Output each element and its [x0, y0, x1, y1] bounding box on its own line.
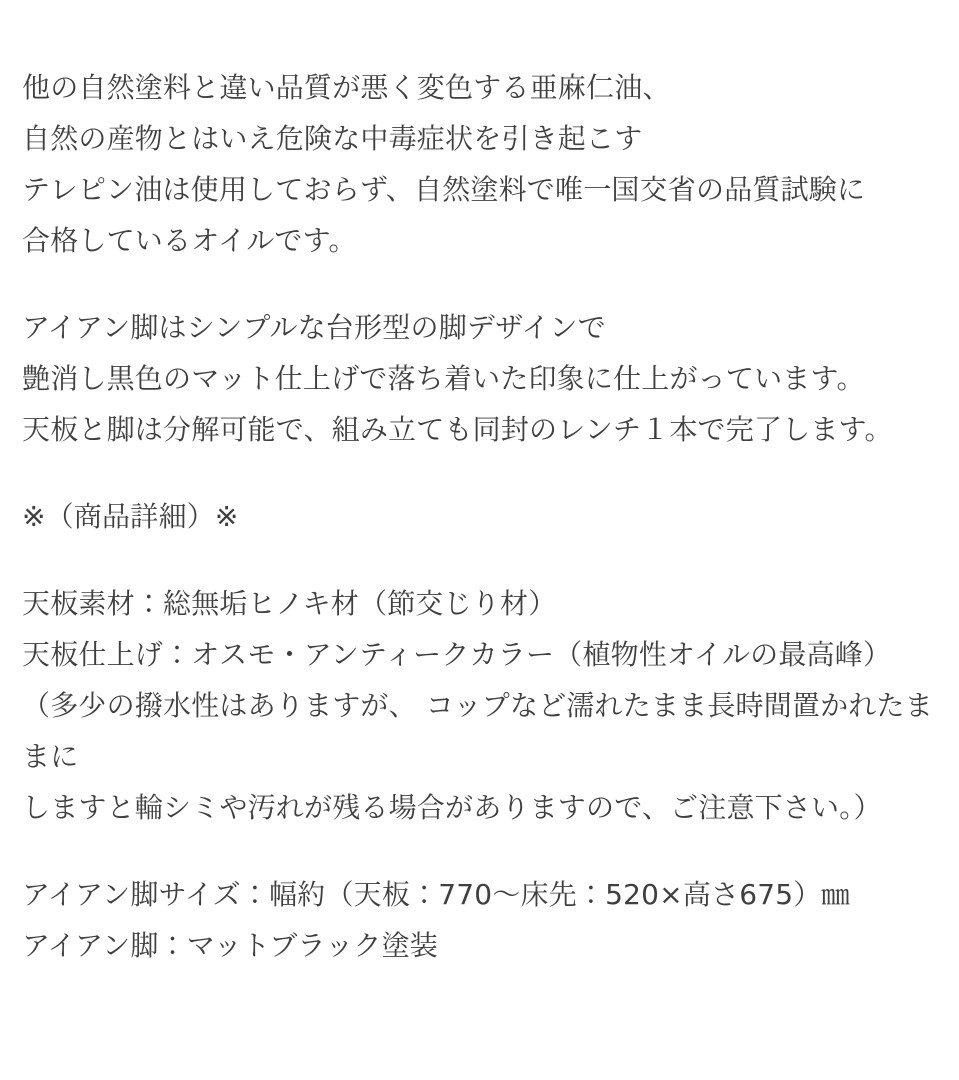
text-line: 天板と脚は分解可能で、組み立ても同封のレンチ１本で完了します。	[22, 413, 893, 446]
text-line: アイアン脚：マットブラック塗装	[22, 929, 439, 962]
text-line: 自然の産物とはいえ危険な中毒症状を引き起こす	[22, 122, 643, 155]
paragraph-top-board-spec	[22, 578, 935, 833]
text-line: 合格しているオイルです。	[22, 224, 357, 257]
paragraph-oil-description	[22, 62, 935, 266]
text-line: ※（商品詳細）※	[22, 500, 239, 533]
text-line: 天板素材：総無垢ヒノキ材（節交じり材）	[22, 587, 557, 620]
text-line: テレピン油は使用しておらず、自然塗料で唯一国交省の品質試験に	[22, 173, 866, 206]
text-line: 天板仕上げ：オスモ・アンティークカラー（植物性オイルの最高峰）	[22, 638, 892, 671]
text-line: 他の自然塗料と違い品質が悪く変色する亜麻仁油、	[22, 71, 671, 104]
heading-product-details	[22, 491, 935, 542]
paragraph-iron-leg-description	[22, 302, 935, 455]
text-line: アイアン脚サイズ：幅約（天板：770〜床先：520×高さ675）㎜	[22, 878, 850, 911]
text-line: アイアン脚はシンプルな台形型の脚デザインで	[22, 311, 606, 344]
text-line: 艶消し黒色のマット仕上げで落ち着いた印象に仕上がっています。	[22, 362, 865, 395]
text-line: （多少の撥水性はありますが、 コップなど濡れたまま長時間置かれたままに	[22, 689, 933, 773]
paragraph-iron-leg-spec	[22, 869, 935, 971]
text-line: しますと輪シミや汚れが残る場合がありますので、ご注意下さい。）	[22, 791, 882, 824]
